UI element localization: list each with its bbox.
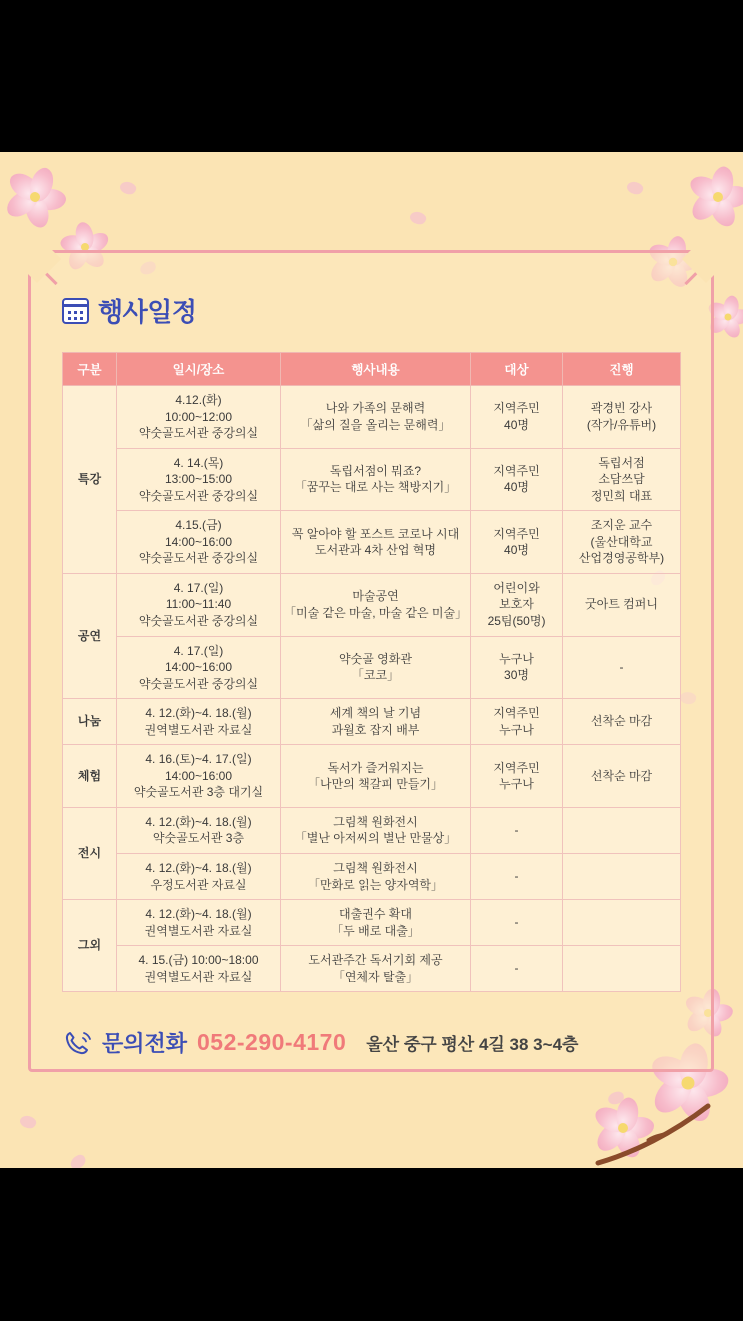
- cell-host: 굿아트 컴퍼니: [563, 573, 681, 636]
- cell-content: 그림책 원화전시 「별난 아저씨의 별난 만물상」: [281, 807, 471, 853]
- cell-category: 체험: [63, 745, 117, 808]
- cell-target: -: [471, 946, 563, 992]
- cell-datetime-place: 4. 12.(화)~4. 18.(월) 약숫골도서관 3층: [117, 807, 281, 853]
- petal-icon: [408, 209, 428, 227]
- cell-category: 특강: [63, 386, 117, 574]
- table-row: [63, 511, 681, 574]
- table-header-row: [63, 353, 681, 386]
- cell-target: -: [471, 854, 563, 900]
- table-row: [63, 448, 681, 511]
- cell-host: 조지운 교수 (울산대학교 산업경영공학부): [563, 511, 681, 574]
- column-header-host: 진행: [563, 353, 681, 386]
- contact-phone-number: 052-290-4170: [197, 1029, 347, 1055]
- cell-target: 지역주민 누구나: [471, 745, 563, 808]
- cell-target: -: [471, 807, 563, 853]
- table-row: [63, 946, 681, 992]
- cell-content: 마술공연 「미술 같은 마술, 마술 같은 미술」: [281, 573, 471, 636]
- cell-category: 전시: [63, 807, 117, 899]
- table-row: [63, 900, 681, 946]
- cell-target: 어린이와 보호자 25팀(50명): [471, 573, 563, 636]
- cell-category: 그외: [63, 900, 117, 992]
- table-row: [63, 699, 681, 745]
- cell-content: 독서가 즐거워지는 「나만의 책갈피 만들기」: [281, 745, 471, 808]
- table-row: [63, 386, 681, 449]
- cell-content: 그림책 원화전시 「만화로 읽는 양자역학」: [281, 854, 471, 900]
- cell-target: 누구나 30명: [471, 636, 563, 699]
- cell-host: -: [563, 636, 681, 699]
- cell-datetime-place: 4. 12.(화)~4. 18.(월) 권역별도서관 자료실: [117, 699, 281, 745]
- cell-datetime-place: 4. 12.(화)~4. 18.(월) 우정도서관 자료실: [117, 854, 281, 900]
- contact-label: 문의전화: [102, 1031, 188, 1056]
- phone-icon: [62, 1028, 92, 1058]
- cell-target: 지역주민 40명: [471, 386, 563, 449]
- table-row: [63, 745, 681, 808]
- cell-datetime-place: 4. 14.(목) 13:00~15:00 약숫골도서관 중강의실: [117, 448, 281, 511]
- calendar-icon: [62, 298, 89, 324]
- cell-datetime-place: 4. 12.(화)~4. 18.(월) 권역별도서관 자료실: [117, 900, 281, 946]
- cell-host: [563, 807, 681, 853]
- table-row: [63, 854, 681, 900]
- table-row: [63, 573, 681, 636]
- cell-host: 선착순 마감: [563, 745, 681, 808]
- petal-icon: [607, 1091, 625, 1106]
- table-row: [63, 636, 681, 699]
- page-title: 행사일정: [98, 297, 197, 327]
- cell-host: 선착순 마감: [563, 699, 681, 745]
- column-header-content: 행사내용: [281, 353, 471, 386]
- cell-datetime-place: 4.12.(화) 10:00~12:00 약숫골도서관 중강의실: [117, 386, 281, 449]
- section-title: [62, 292, 196, 329]
- cell-content: 꼭 알아야 할 포스트 코로나 시대 도서관과 4차 산업 혁명: [281, 511, 471, 574]
- branch-icon: [593, 1098, 713, 1168]
- contact-bar: [62, 1027, 578, 1058]
- column-header-datetime-place: 일시/장소: [117, 353, 281, 386]
- table-row: [63, 807, 681, 853]
- cell-category: 나눔: [63, 699, 117, 745]
- column-header-target: 대상: [471, 353, 563, 386]
- cell-host: 곽경빈 강사 (작가/유튜버): [563, 386, 681, 449]
- cell-datetime-place: 4. 16.(토)~4. 17.(일) 14:00~16:00 약숫골도서관 3층 대기실: [117, 745, 281, 808]
- cell-content: 나와 가족의 문해력 「삶의 질을 올리는 문해력」: [281, 386, 471, 449]
- cell-target: 지역주민 누구나: [471, 699, 563, 745]
- cell-datetime-place: 4. 15.(금) 10:00~18:00 권역별도서관 자료실: [117, 946, 281, 992]
- cell-content: 독립서점이 뭐죠? 「꿈꾸는 대로 사는 책방지기」: [281, 448, 471, 511]
- cell-host: [563, 854, 681, 900]
- cell-datetime-place: 4. 17.(일) 11:00~11:40 약숫골도서관 중강의실: [117, 573, 281, 636]
- contact-address: 울산 중구 평산 4길 38 3~4층: [366, 1035, 579, 1054]
- cell-host: [563, 900, 681, 946]
- column-header-category: 구분: [63, 353, 117, 386]
- cell-target: 지역주민 40명: [471, 448, 563, 511]
- cell-content: 도서관주간 독서기회 제공 「연체자 탈출」: [281, 946, 471, 992]
- cell-content: 대출권수 확대 「두 배로 대출」: [281, 900, 471, 946]
- cell-target: -: [471, 900, 563, 946]
- cell-target: 지역주민 40명: [471, 511, 563, 574]
- schedule-table: [62, 352, 681, 992]
- cell-host: 독립서점 소담쓰담 정민희 대표: [563, 448, 681, 511]
- cell-content: 약숫골 영화관 「코코」: [281, 636, 471, 699]
- cell-datetime-place: 4. 17.(일) 14:00~16:00 약숫골도서관 중강의실: [117, 636, 281, 699]
- cell-category: 공연: [63, 573, 117, 698]
- poster-canvas: [0, 152, 743, 1168]
- cell-content: 세계 책의 날 기념 과월호 잡지 배부: [281, 699, 471, 745]
- cell-host: [563, 946, 681, 992]
- cell-datetime-place: 4.15.(금) 14:00~16:00 약숫골도서관 중강의실: [117, 511, 281, 574]
